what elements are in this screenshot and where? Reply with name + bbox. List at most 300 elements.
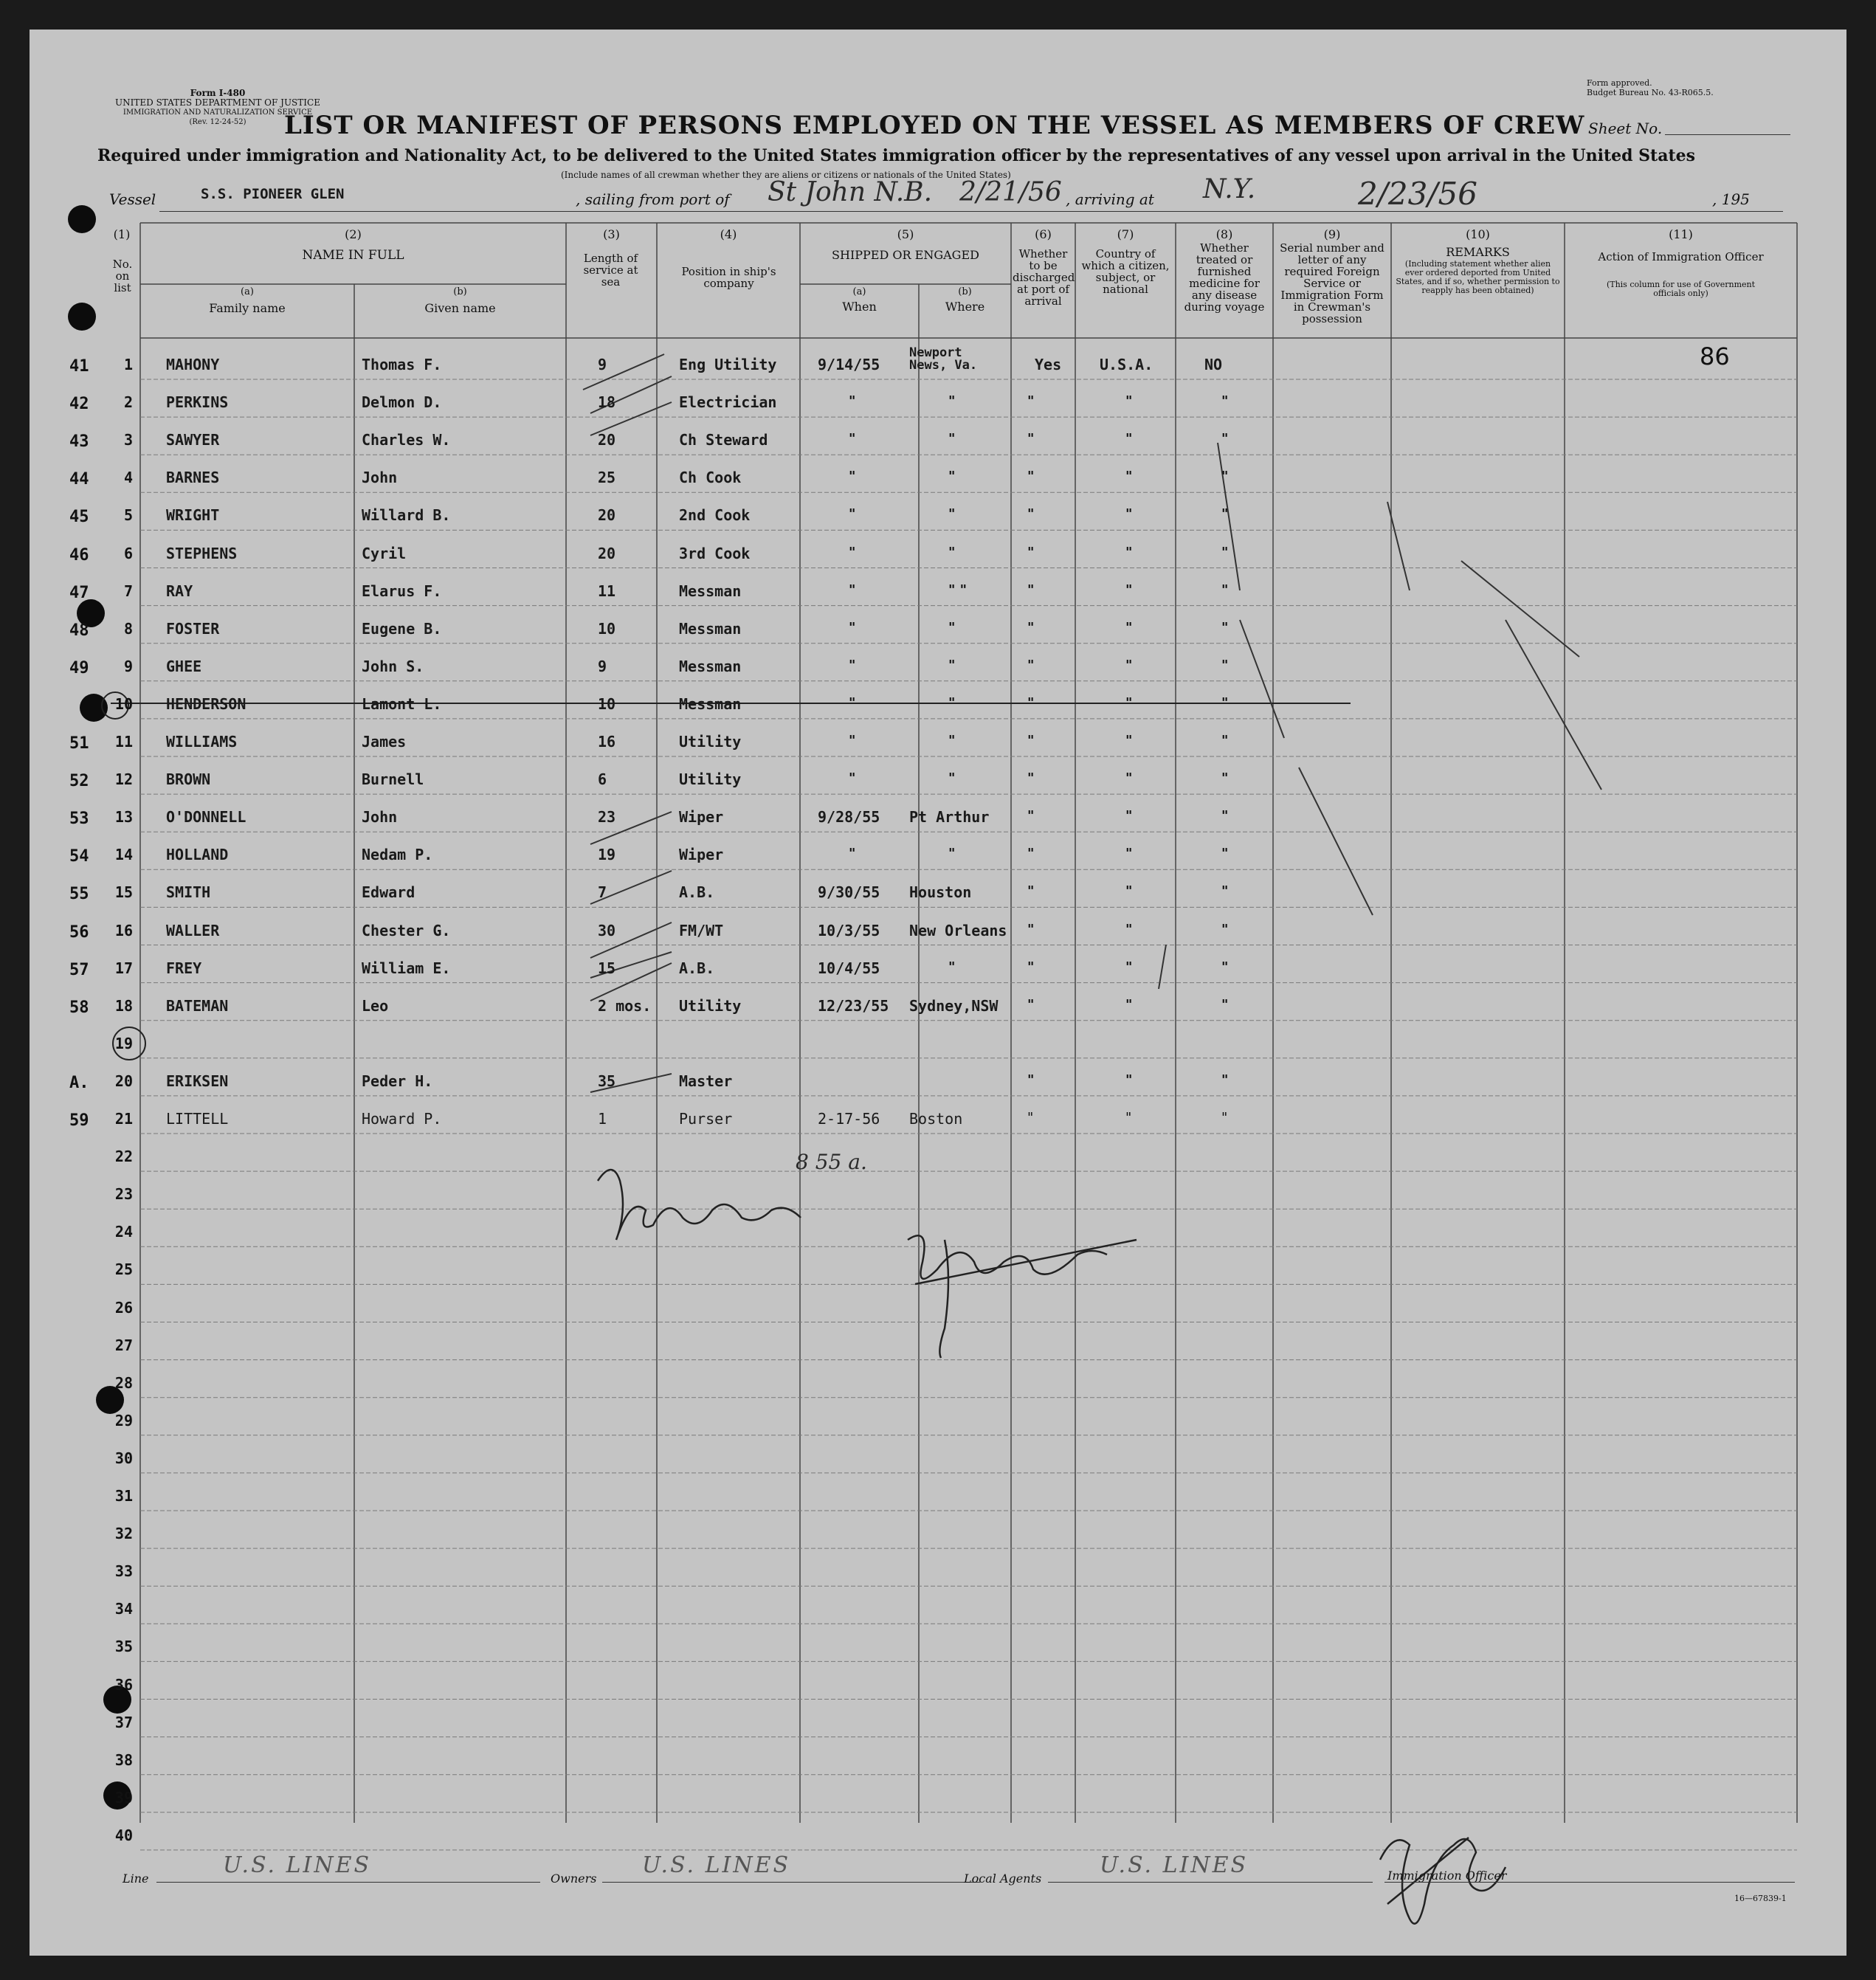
arriving-date: 2/23/56 xyxy=(1358,176,1477,212)
cell-position: Eng Utility xyxy=(679,356,777,373)
row-number: 37 xyxy=(114,1713,133,1731)
col5b-letter: (b) xyxy=(958,286,972,297)
col10-header: REMARKS xyxy=(1446,245,1510,259)
include-note: (Include names of all crewman whether they are aliens or citizens or nationals of the United States) xyxy=(561,170,1011,180)
cell-given: Lamont L. xyxy=(362,694,442,713)
cell-position: Wiper xyxy=(679,808,724,827)
cell-when: 9/14/55 xyxy=(818,356,880,373)
row-number: 10 xyxy=(114,694,133,713)
cell-position: Utility xyxy=(679,770,742,789)
row-number: 20 xyxy=(114,1072,133,1090)
col10-number: (10) xyxy=(1466,227,1490,241)
cell-treated: " xyxy=(1221,733,1229,748)
cell-treated: " xyxy=(1221,1110,1228,1125)
cell-service: 10 xyxy=(598,694,616,713)
cell-country: " xyxy=(1125,582,1133,598)
cell-discharged: " xyxy=(1027,619,1035,635)
cell-when: 2-17-56 xyxy=(818,1110,880,1128)
cell-family: SMITH xyxy=(166,883,211,902)
cell-when: 12/23/55 xyxy=(818,996,889,1015)
row-number: 28 xyxy=(114,1373,133,1392)
col2-header: NAME IN FULL xyxy=(302,248,404,263)
cell-where: Houston xyxy=(909,883,972,902)
service-name: IMMIGRATION AND NATURALIZATION SERVICE xyxy=(123,108,313,117)
cell-given: Charles W. xyxy=(362,431,451,449)
cell-treated: " xyxy=(1221,582,1229,598)
cell-family: ERIKSEN xyxy=(166,1072,229,1090)
vessel-name: S.S. PIONEER GLEN xyxy=(201,186,345,202)
cell-service: 9 xyxy=(598,356,607,373)
cell-family: LITTELL xyxy=(166,1110,229,1128)
year-label: , 195 xyxy=(1712,190,1750,208)
cell-discharged: Yes xyxy=(1035,356,1062,373)
form-approved-text: Form approved. xyxy=(1587,78,1652,88)
cell-family: O'DONNELL xyxy=(166,808,246,827)
col5a-header: When xyxy=(842,300,877,314)
vessel-label: Vessel xyxy=(109,190,156,208)
cell-service: 23 xyxy=(598,808,616,827)
list-number-mark: 48 xyxy=(69,621,89,640)
row-number: 16 xyxy=(114,921,133,939)
cell-discharged: " xyxy=(1027,1072,1035,1088)
row-number: 31 xyxy=(114,1487,133,1505)
cell-discharged: " xyxy=(1027,694,1035,711)
cell-when: " xyxy=(849,657,856,673)
cell-service: 30 xyxy=(598,921,616,939)
cell-treated: " xyxy=(1221,431,1229,447)
cell-service: 10 xyxy=(598,619,616,638)
row-number: 11 xyxy=(114,733,133,751)
cell-given: Delmon D. xyxy=(362,393,442,412)
line-underline xyxy=(156,1882,540,1883)
cell-country: " xyxy=(1125,694,1133,711)
cell-where: " xyxy=(948,846,956,862)
sailing-date: 2/21/56 xyxy=(959,177,1062,207)
cell-service: 11 xyxy=(598,582,616,600)
cell-where: " xyxy=(948,431,956,447)
cell-when: " xyxy=(849,619,856,635)
cell-discharged: " xyxy=(1027,959,1035,975)
cell-service: 35 xyxy=(598,1072,616,1090)
owners-value: U.S. LINES xyxy=(642,1852,791,1878)
col10-note: (Including statement whether alien ever ordered deported from United States, and if so, whether permission to reapply has been obtained) xyxy=(1396,259,1560,295)
row-number: 8 xyxy=(123,619,133,638)
owners-label: Owners xyxy=(551,1872,597,1886)
row-number: 18 xyxy=(114,996,133,1015)
col5a-letter: (a) xyxy=(852,286,866,297)
cell-given: Howard P. xyxy=(362,1110,442,1128)
cell-discharged: " xyxy=(1027,770,1035,787)
cell-given: Willard B. xyxy=(362,506,451,525)
cell-country: U.S.A. xyxy=(1100,356,1153,373)
cell-position: Messman xyxy=(679,694,742,713)
row-number: 32 xyxy=(114,1525,133,1543)
cell-treated: " xyxy=(1221,883,1229,900)
cell-position: Messman xyxy=(679,582,742,600)
cell-where: " " xyxy=(948,582,968,598)
cell-family: WRIGHT xyxy=(166,506,220,525)
cell-treated: " xyxy=(1221,808,1229,824)
row-number: 27 xyxy=(114,1336,133,1354)
cell-position: A.B. xyxy=(679,959,715,977)
cell-country: " xyxy=(1125,959,1133,975)
cell-when: 9/30/55 xyxy=(818,883,880,902)
cell-given: Elarus F. xyxy=(362,582,442,600)
cell-where: " xyxy=(948,393,956,410)
col3-header: Length of service at sea xyxy=(583,252,638,289)
list-number-mark: 57 xyxy=(69,960,89,979)
list-number-mark: A. xyxy=(69,1073,89,1092)
col1-header: No. on list xyxy=(112,258,133,294)
cell-where: " xyxy=(948,506,956,522)
row-number: 29 xyxy=(114,1411,133,1429)
cell-country: " xyxy=(1125,393,1133,410)
cell-position: 2nd Cook xyxy=(679,506,751,525)
cell-service: 19 xyxy=(598,846,616,864)
form-title: LIST OR MANIFEST OF PERSONS EMPLOYED ON THE VESSEL AS MEMBERS OF CREW xyxy=(284,111,1585,140)
col5-header: SHIPPED OR ENGAGED xyxy=(832,248,979,262)
cell-where: " xyxy=(948,619,956,635)
cell-when: " xyxy=(849,544,856,560)
row-number: 17 xyxy=(114,959,133,977)
cell-family: BROWN xyxy=(166,770,211,789)
col2-number: (2) xyxy=(345,227,362,241)
cell-service: 16 xyxy=(598,733,616,751)
col3-number: (3) xyxy=(603,227,620,241)
cell-discharged: " xyxy=(1027,996,1035,1013)
row-number: 9 xyxy=(123,657,133,675)
cell-treated: " xyxy=(1221,921,1229,937)
row-number: 21 xyxy=(114,1110,133,1128)
cell-country: " xyxy=(1125,469,1133,485)
cell-given: John xyxy=(362,808,398,827)
row-number: 22 xyxy=(114,1148,133,1166)
cell-discharged: " xyxy=(1027,657,1035,673)
row-number: 25 xyxy=(114,1260,133,1279)
row-number: 7 xyxy=(123,582,133,600)
cell-when: " xyxy=(849,582,856,598)
cell-where: Pt Arthur xyxy=(909,808,990,827)
arriving-port: N.Y. xyxy=(1203,174,1256,204)
cell-when: 10/3/55 xyxy=(818,921,880,939)
cell-treated: " xyxy=(1221,846,1229,862)
cell-where: " xyxy=(948,657,956,673)
cell-position: 3rd Cook xyxy=(679,544,751,562)
cell-family: WILLIAMS xyxy=(166,733,238,751)
budget-number: Budget Bureau No. 43-R065.5. xyxy=(1587,88,1714,97)
cell-given: Eugene B. xyxy=(362,619,442,638)
cell-given: Thomas F. xyxy=(362,356,442,373)
list-number-mark: 58 xyxy=(69,998,89,1017)
cell-given: James xyxy=(362,733,407,751)
cell-treated: " xyxy=(1221,770,1229,787)
cell-when: " xyxy=(849,694,856,711)
form-revision: (Rev. 12-24-52) xyxy=(189,118,246,126)
row-number: 3 xyxy=(123,431,133,449)
cell-family: GHEE xyxy=(166,657,202,675)
cell-service: 25 xyxy=(598,469,616,487)
row-number: 34 xyxy=(114,1600,133,1618)
cell-given: William E. xyxy=(362,959,451,977)
cell-when: " xyxy=(849,469,856,485)
cell-discharged: " xyxy=(1027,808,1035,824)
cell-discharged: " xyxy=(1027,469,1035,485)
cell-when: " xyxy=(849,770,856,787)
cell-given: Burnell xyxy=(362,770,424,789)
col2b-header: Given name xyxy=(424,301,496,315)
cell-service: 1 xyxy=(598,1110,607,1128)
col9-header: Serial number and letter of any required Foreign Service or Immigration Form in Crewman's possession xyxy=(1280,241,1384,325)
list-number-mark: 41 xyxy=(69,357,89,376)
col11-number: (11) xyxy=(1669,227,1693,241)
agents-underline xyxy=(1048,1882,1373,1883)
col11-note: (This column for use of Government officials only) xyxy=(1606,280,1756,298)
cell-given: John S. xyxy=(362,657,424,675)
cell-country: " xyxy=(1125,733,1133,748)
line-value: U.S. LINES xyxy=(223,1852,372,1878)
cell-family: FOSTER xyxy=(166,619,220,638)
col1-number: (1) xyxy=(113,227,131,241)
cell-given: John xyxy=(362,469,398,487)
col2b-letter: (b) xyxy=(453,286,467,297)
row-number: 14 xyxy=(114,846,133,864)
cell-discharged: " xyxy=(1027,883,1035,900)
col2a-header: Family name xyxy=(209,301,286,315)
row-number: 24 xyxy=(114,1223,133,1241)
cell-family: HENDERSON xyxy=(166,694,246,713)
cell-position: FM/WT xyxy=(679,921,724,939)
row-number: 23 xyxy=(114,1185,133,1204)
cell-when: " xyxy=(849,846,856,862)
list-number-mark: 47 xyxy=(69,583,89,602)
cell-service: 20 xyxy=(598,544,616,562)
cell-position: Electrician xyxy=(679,393,777,412)
cell-treated: " xyxy=(1221,469,1229,485)
list-number-mark: 54 xyxy=(69,847,89,866)
list-number-mark: 53 xyxy=(69,810,89,829)
col11-header: Action of Immigration Officer xyxy=(1598,250,1764,263)
cell-discharged: " xyxy=(1027,544,1035,560)
cell-discharged: " xyxy=(1027,846,1035,862)
list-number-mark: 56 xyxy=(69,922,89,942)
cell-position: Utility xyxy=(679,996,742,1015)
cell-country: " xyxy=(1125,921,1133,937)
cell-country: " xyxy=(1125,1072,1133,1088)
cell-service: 20 xyxy=(598,506,616,525)
cell-service: 15 xyxy=(598,959,616,977)
col7-header: Country of which a citizen, subject, or national xyxy=(1081,247,1170,296)
row-number: 6 xyxy=(123,544,133,562)
cell-treated: NO xyxy=(1204,356,1223,373)
col8-number: (8) xyxy=(1215,227,1233,241)
cell-treated: " xyxy=(1221,657,1229,673)
cell-service: 2 mos. xyxy=(598,996,652,1015)
cell-treated: " xyxy=(1221,544,1229,560)
cell-given: Leo xyxy=(362,996,389,1015)
cell-family: STEPHENS xyxy=(166,544,238,562)
row-number: 30 xyxy=(114,1449,133,1467)
cell-given: Edward xyxy=(362,883,415,902)
cell-family: RAY xyxy=(166,582,193,600)
cell-treated: " xyxy=(1221,619,1229,635)
officer-underline xyxy=(1384,1882,1795,1883)
cell-discharged: " xyxy=(1027,431,1035,447)
cell-country: " xyxy=(1125,883,1133,900)
cell-country: " xyxy=(1125,846,1133,862)
officer-label: Immigration Officer xyxy=(1387,1869,1507,1883)
cell-family: BARNES xyxy=(166,469,220,487)
cell-where: Newport News, Va. xyxy=(909,345,978,373)
cell-country: " xyxy=(1125,431,1133,447)
row-number: 19 xyxy=(114,1034,133,1052)
cell-country: " xyxy=(1125,657,1133,673)
row-number: 38 xyxy=(114,1750,133,1769)
row-number: 26 xyxy=(114,1298,133,1317)
cell-treated: " xyxy=(1221,506,1229,522)
cell-position: Ch Cook xyxy=(679,469,742,487)
row-number: 40 xyxy=(114,1826,133,1844)
row-number: 5 xyxy=(123,506,133,525)
cell-where: " xyxy=(948,733,956,748)
cell-treated: " xyxy=(1221,996,1229,1013)
agents-label: Local Agents xyxy=(964,1872,1042,1886)
cell-family: MAHONY xyxy=(166,356,220,373)
cell-service: 20 xyxy=(598,431,616,449)
cell-where: Boston xyxy=(909,1110,963,1128)
cell-position: Messman xyxy=(679,619,742,638)
cell-discharged: " xyxy=(1027,506,1035,522)
cell-given: Peder H. xyxy=(362,1072,433,1090)
table-grid xyxy=(30,30,1846,1956)
manifest-sheet xyxy=(30,30,1846,1956)
col6-header: Whether to be discharged at port of arrival xyxy=(1013,247,1075,308)
mid-annotation: 8 55 a. xyxy=(796,1150,867,1174)
list-number-mark: 51 xyxy=(69,734,89,753)
cell-family: BATEMAN xyxy=(166,996,229,1015)
sailing-label: , sailing from port of xyxy=(576,190,730,208)
cell-service: 9 xyxy=(598,657,607,675)
cell-country: " xyxy=(1125,544,1133,560)
list-number-mark: 45 xyxy=(69,508,89,527)
cell-country: " xyxy=(1125,808,1133,824)
row-number: 15 xyxy=(114,883,133,902)
cell-family: WALLER xyxy=(166,921,220,939)
cell-family: PERKINS xyxy=(166,393,229,412)
list-number-mark: 55 xyxy=(69,885,89,904)
cell-treated: " xyxy=(1221,1072,1229,1088)
cell-family: SAWYER xyxy=(166,431,220,449)
cell-given: Nedam P. xyxy=(362,846,433,864)
row-number: 2 xyxy=(123,393,133,412)
col4-header: Position in ship's company xyxy=(681,265,776,290)
cell-country: " xyxy=(1125,996,1133,1013)
agents-value: U.S. LINES xyxy=(1100,1852,1249,1878)
list-number-mark: 52 xyxy=(69,772,89,791)
list-number-mark: 49 xyxy=(69,658,89,677)
row-number: 35 xyxy=(114,1638,133,1656)
form-id: Form I-480 xyxy=(190,88,246,98)
owners-underline xyxy=(602,1882,980,1883)
cell-when: " xyxy=(849,733,856,748)
line-label: Line xyxy=(123,1872,149,1886)
cell-where: " xyxy=(948,694,956,711)
cell-where: " xyxy=(948,469,956,485)
cell-where: New Orleans xyxy=(909,921,1007,939)
list-number-mark: 46 xyxy=(69,545,89,565)
cell-service: 18 xyxy=(598,393,616,412)
cell-treated: " xyxy=(1221,959,1229,975)
cell-discharged: " xyxy=(1027,582,1035,598)
list-number-mark: 43 xyxy=(69,432,89,452)
col9-number: (9) xyxy=(1323,227,1341,241)
col2a-letter: (a) xyxy=(241,286,254,297)
cell-treated: " xyxy=(1221,393,1229,410)
cell-country: " xyxy=(1125,770,1133,787)
cell-when: 9/28/55 xyxy=(818,808,880,827)
cell-service: 7 xyxy=(598,883,607,902)
cell-country: " xyxy=(1125,1110,1132,1125)
cell-family: FREY xyxy=(166,959,202,977)
cell-country: " xyxy=(1125,619,1133,635)
col5-number: (5) xyxy=(897,227,914,241)
list-number-mark: 44 xyxy=(69,470,89,489)
col5b-header: Where xyxy=(945,300,985,314)
cell-position: Wiper xyxy=(679,846,724,864)
cell-when: " xyxy=(849,431,856,447)
cell-position: A.B. xyxy=(679,883,715,902)
cell-given: Cyril xyxy=(362,544,407,562)
department-name: UNITED STATES DEPARTMENT OF JUSTICE xyxy=(115,97,320,108)
col6-number: (6) xyxy=(1035,227,1052,241)
cell-position: Ch Steward xyxy=(679,431,768,449)
row-number: 36 xyxy=(114,1675,133,1694)
sheet-number-label: Sheet No. xyxy=(1588,120,1663,137)
col4-number: (4) xyxy=(720,227,737,241)
cell-where: " xyxy=(948,959,956,975)
list-number-mark: 42 xyxy=(69,395,89,414)
list-number-mark: 59 xyxy=(69,1111,89,1130)
cell-position: Utility xyxy=(679,733,742,751)
cell-discharged: " xyxy=(1027,921,1035,937)
cell-when: 10/4/55 xyxy=(818,959,880,977)
col7-number: (7) xyxy=(1117,227,1134,241)
cell-given: Chester G. xyxy=(362,921,451,939)
cell-when: " xyxy=(849,506,856,522)
cell-where: " xyxy=(948,770,956,787)
cell-discharged: " xyxy=(1027,733,1035,748)
cell-where: Sydney,NSW xyxy=(909,996,999,1015)
row-number: 13 xyxy=(114,808,133,827)
row-number: 4 xyxy=(123,469,133,487)
cell-treated: " xyxy=(1221,694,1229,711)
cell-country: " xyxy=(1125,506,1133,522)
col8-header: Whether treated or furnished medicine for any disease during voyage xyxy=(1184,241,1265,314)
stamp-number: 86 xyxy=(1700,342,1730,370)
cell-when: " xyxy=(849,393,856,410)
arriving-label: , arriving at xyxy=(1066,190,1154,208)
cell-family: HOLLAND xyxy=(166,846,229,864)
print-code: 16—67839-1 xyxy=(1734,1894,1787,1903)
row-number: 33 xyxy=(114,1562,133,1581)
cell-discharged: " xyxy=(1027,393,1035,410)
row-number: 1 xyxy=(123,356,133,373)
cell-position: Purser xyxy=(679,1110,733,1128)
cell-discharged: " xyxy=(1027,1110,1034,1125)
cell-position: Master xyxy=(679,1072,733,1090)
row-number: 12 xyxy=(114,770,133,789)
sailing-port: St John N.B. xyxy=(768,177,933,207)
cell-service: 6 xyxy=(598,770,607,789)
